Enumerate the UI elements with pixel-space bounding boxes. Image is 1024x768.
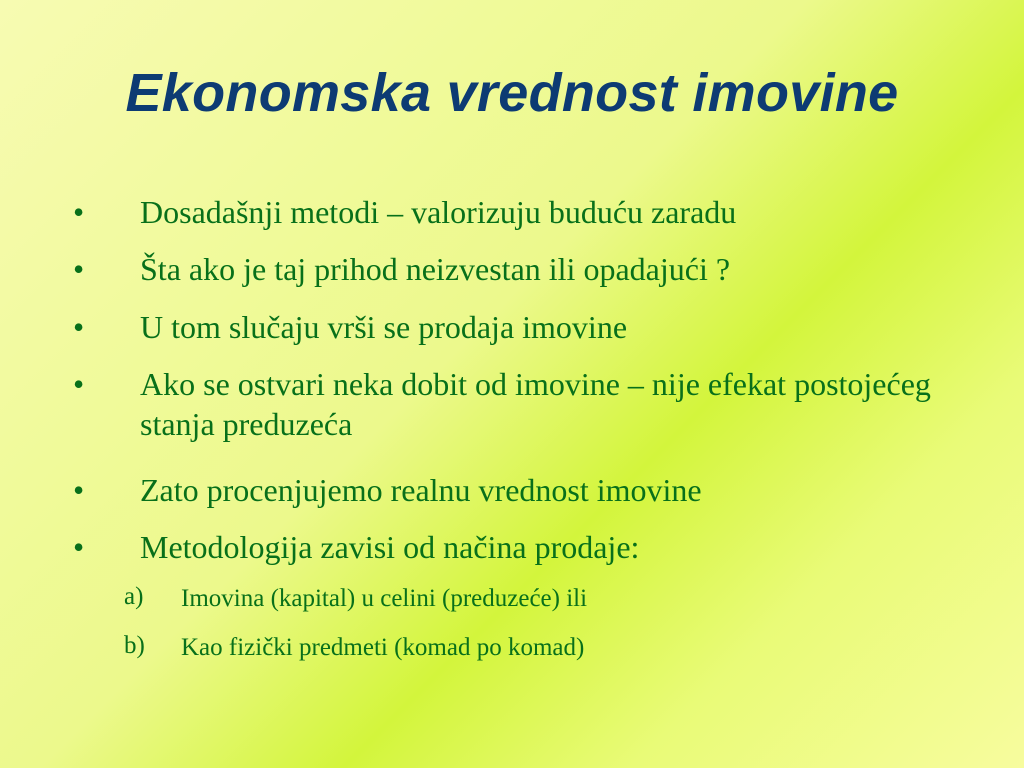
sub-item-marker: a): [124, 583, 144, 610]
bullet-text: Dosadašnji metodi – valorizuju buduću zaradu: [140, 194, 737, 230]
bullet-marker: •: [73, 194, 85, 230]
slide-title: Ekonomska vrednost imovine: [125, 63, 899, 123]
bullet-marker: •: [73, 366, 85, 402]
sub-item-text: Kao fizički predmeti (komad po komad): [181, 634, 585, 661]
sub-item-marker: b): [124, 632, 145, 659]
bullet-marker: •: [73, 251, 85, 287]
bullet-marker: •: [73, 309, 85, 345]
bullet-text: Zato procenjujemo realnu vrednost imovine: [140, 472, 702, 508]
bullet-marker: •: [73, 529, 85, 565]
bullet-text: Metodologija zavisi od načina prodaje:: [140, 529, 640, 565]
bullet-text: U tom slučaju vrši se prodaja imovine: [140, 309, 628, 345]
bullet-text: Ako se ostvari neka dobit od imovine – nije efekat postojećeg stanja preduzeća: [140, 366, 931, 442]
bullet-text: Šta ako je taj prihod neizvestan ili opadajući ?: [140, 251, 731, 287]
sub-item-text: Imovina (kapital) u celini (preduzeće) ili: [181, 585, 588, 612]
bullet-marker: •: [73, 472, 85, 508]
